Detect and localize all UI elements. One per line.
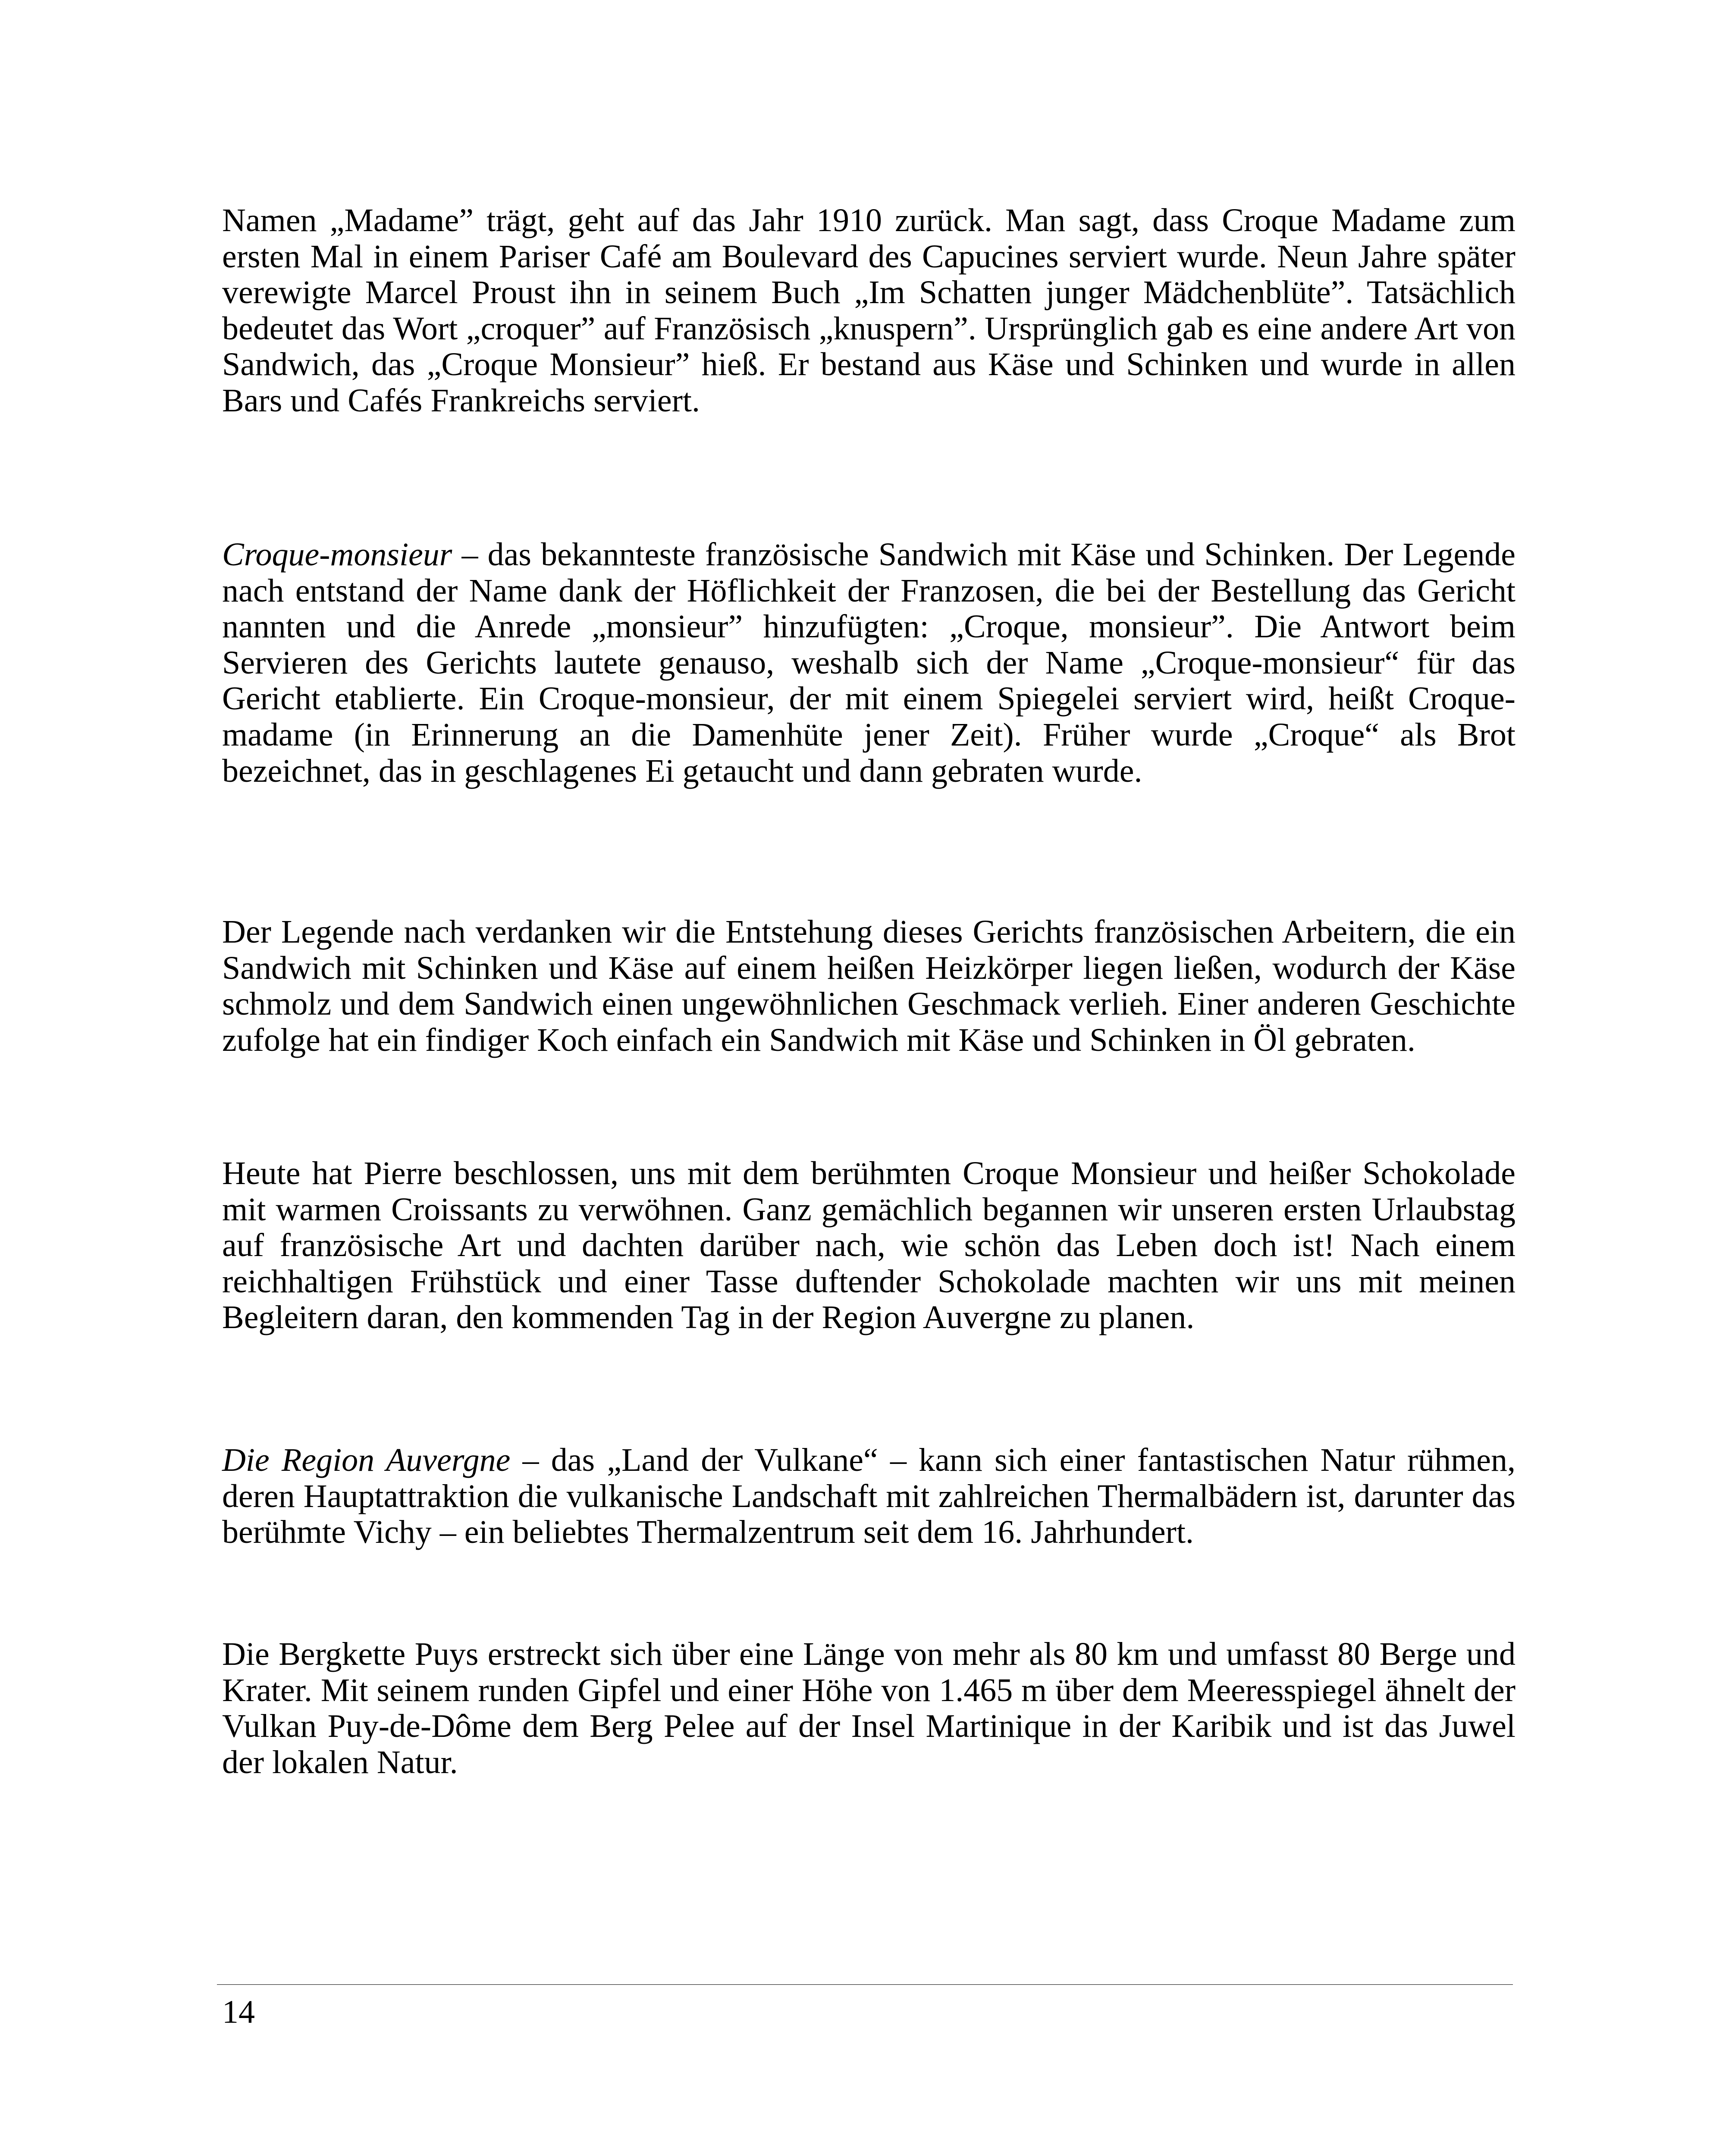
italic-term: Croque-monsieur (222, 536, 452, 573)
paragraph-puys-mountains (222, 1636, 1516, 1780)
paragraph-auvergne (222, 1442, 1516, 1551)
paragraph-legend (222, 914, 1516, 1058)
paragraph-text: – das bekannteste französische Sandwich mit Käse und Schinken. Der Legende nach entstand der Name dank der Höflichkeit der Franzosen, die bei der Bestellung das Gericht nannten und die Anrede „monsieur” hinzufügten: „Croque, monsieur”. Die Antwort beim Servieren des Gerichts lautete genauso, weshalb sich der Name „Croque-monsieur“ für das Gericht etablierte. Ein Croque-monsieur, der mit einem Spiegelei serviert wird, heißt Croque-madame (in Erinnerung an die Damenhüte jener Zeit). Früher wurde „Croque“ als Brot bezeichnet, das in geschlagenes Ei getaucht und dann gebraten wurde. (222, 536, 1516, 789)
italic-term: Die Region Auvergne (222, 1442, 511, 1478)
paragraph-text: – das „Land der Vulkane“ – kann sich einer fantastischen Natur rühmen, deren Hauptattraktion die vulkanische Landschaft mit zahlreichen Thermalbädern ist, darunter das berühmte Vichy – ein beliebtes Thermalzentrum seit dem 16. Jahrhundert. (222, 1442, 1516, 1551)
paragraph-madame-history (222, 203, 1516, 419)
paragraph-croque-monsieur (222, 537, 1516, 789)
paragraph-text: Heute hat Pierre beschlossen, uns mit dem berühmten Croque Monsieur und heißer Schokolade mit warmen Croissants zu verwöhnen. Ganz gemächlich begannen wir unseren ersten Urlaubstag auf französische Art und dachten darüber nach, wie schön das Leben doch ist! Nach einem reichhaltigen Frühstück und einer Tasse duftender Schokolade machten wir uns mit meinen Begleitern daran, den kommenden Tag in der Region Auvergne zu planen. (222, 1155, 1516, 1336)
paragraph-text: Der Legende nach verdanken wir die Entstehung dieses Gerichts französischen Arbeitern, die ein Sandwich mit Schinken und Käse auf einem heißen Heizkörper liegen ließen, wodurch der Käse schmolz und dem Sandwich einen ungewöhnlichen Geschmack verlieh. Einer anderen Geschichte zufolge hat ein findiger Koch einfach ein Sandwich mit Käse und Schinken in Öl gebraten. (222, 914, 1516, 1058)
footer-divider (217, 1984, 1513, 1985)
page-number: 14 (222, 1994, 255, 2030)
paragraph-text: Die Bergkette Puys erstreckt sich über eine Länge von mehr als 80 km und umfasst 80 Berge und Krater. Mit seinem runden Gipfel und einer Höhe von 1.465 m über dem Meeresspiegel ähnelt der Vulkan Puy-de-Dôme dem Berg Pelee auf der Insel Martinique in der Karibik und ist das Juwel der lokalen Natur. (222, 1636, 1516, 1780)
paragraph-pierre-breakfast (222, 1156, 1516, 1336)
paragraph-text: Namen „Madame” trägt, geht auf das Jahr 1910 zurück. Man sagt, dass Croque Madame zum ersten Mal in einem Pariser Café am Boulevard des Capucines serviert wurde. Neun Jahre später verewigte Marcel Proust ihn in seinem Buch „Im Schatten junger Mädchenblüte”. Tatsächlich bedeutet das Wort „croquer” auf Französisch „knuspern”. Ursprünglich gab es eine andere Art von Sandwich, das „Croque Monsieur” hieß. Er bestand aus Käse und Schinken und wurde in allen Bars und Cafés Frankreichs serviert. (222, 202, 1516, 419)
